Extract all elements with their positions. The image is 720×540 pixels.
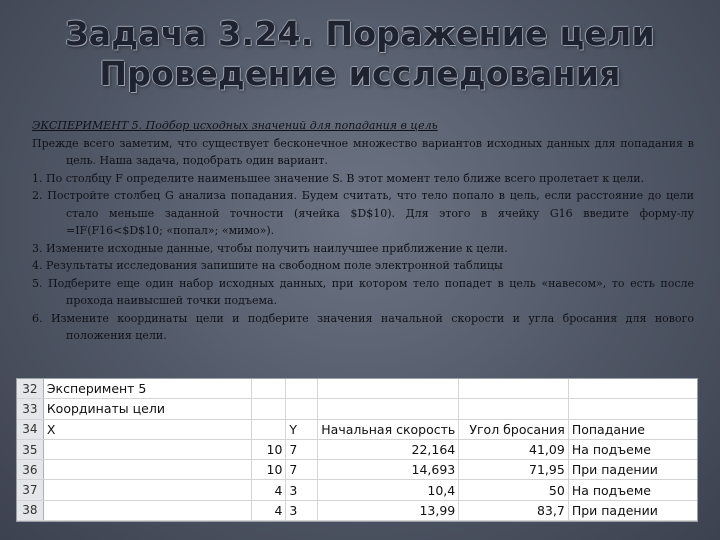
cell[interactable]: Координаты цели (43, 399, 251, 419)
slide-subtitle: Проведение исследования (99, 54, 621, 93)
cell[interactable] (286, 399, 318, 419)
table-row (17, 439, 697, 459)
cell[interactable] (43, 480, 251, 500)
table-row (17, 480, 697, 500)
cell[interactable] (459, 399, 569, 419)
table-row (17, 379, 697, 399)
row-header[interactable]: 33 (17, 399, 43, 419)
task-text (32, 117, 694, 345)
cell[interactable]: 71,95 (459, 460, 569, 480)
cell[interactable]: 3 (286, 480, 318, 500)
cell[interactable] (318, 399, 459, 419)
cell[interactable] (251, 419, 285, 439)
cell[interactable] (568, 399, 697, 419)
cell[interactable] (43, 460, 251, 480)
cell[interactable]: 7 (286, 460, 318, 480)
cell[interactable] (43, 439, 251, 459)
table-row (17, 419, 697, 439)
cell[interactable] (286, 379, 318, 399)
cell[interactable] (459, 379, 569, 399)
cell[interactable]: 41,09 (459, 439, 569, 459)
cell[interactable]: 10,4 (318, 480, 459, 500)
cell[interactable]: При падении (568, 460, 697, 480)
spreadsheet-fragment (16, 378, 698, 522)
table-row (17, 399, 697, 419)
results-table (17, 379, 697, 521)
cell[interactable]: 22,164 (318, 439, 459, 459)
cell[interactable]: При падении (568, 500, 697, 520)
table-row (17, 460, 697, 480)
row-header[interactable]: 37 (17, 480, 43, 500)
cell[interactable]: 14,693 (318, 460, 459, 480)
step-4: 4. Результаты исследования запишите на свободном поле электронной таблицы (32, 259, 503, 272)
cell[interactable]: 13,99 (318, 500, 459, 520)
cell[interactable] (568, 379, 697, 399)
cell[interactable]: 10 (251, 439, 285, 459)
cell[interactable]: 7 (286, 439, 318, 459)
cell[interactable]: 4 (251, 500, 285, 520)
step-5: 5. Подберите еще один набор исходных данных, при котором тело попадет в цель «навесом», то есть после прохода наивысшей точки подъема. (32, 276, 694, 307)
cell[interactable] (251, 399, 285, 419)
experiment-heading: ЭКСПЕРИМЕНТ 5. Подбор исходных значений для попадания в цель (32, 119, 438, 132)
cell[interactable] (251, 379, 285, 399)
intro-paragraph: Прежде всего заметим, что существует бесконечное множество вариантов исходных данных для попадания в цель. Наша задача, подобрать один вариант. (32, 136, 694, 167)
step-1: 1. По столбцу F определите наименьшее значение S. В этот момент тело ближе всего пролетает к цели. (32, 171, 645, 185)
cell[interactable]: 83,7 (459, 500, 569, 520)
row-header[interactable]: 34 (17, 419, 43, 439)
cell[interactable]: На подъеме (568, 480, 697, 500)
cell[interactable] (43, 500, 251, 520)
step-6: 6. Измените координаты цели и подберите значения начальной скорости и угла бросания для нового положения цели. (32, 311, 694, 342)
cell[interactable]: X (43, 419, 251, 439)
cell[interactable]: 3 (286, 500, 318, 520)
row-header[interactable]: 38 (17, 500, 43, 520)
row-header[interactable]: 35 (17, 439, 43, 459)
row-header[interactable]: 32 (17, 379, 43, 399)
cell[interactable]: На подъеме (568, 439, 697, 459)
cell[interactable] (318, 379, 459, 399)
step-3: 3. Измените исходные данные, чтобы получить наилучшее приближение к цели. (32, 241, 508, 255)
cell[interactable]: 4 (251, 480, 285, 500)
cell[interactable]: 50 (459, 480, 569, 500)
cell[interactable]: Попадание (568, 419, 697, 439)
slide-title: Задача 3.24. Поражение цели (65, 14, 655, 53)
cell[interactable]: 10 (251, 460, 285, 480)
cell[interactable]: Y (286, 419, 318, 439)
cell[interactable]: Начальная скорость (318, 419, 459, 439)
table-row (17, 500, 697, 520)
step-2: 2. Постройте столбец G анализа попадания. Будем считать, что тело попало в цель, если расстояние до цели стало меньше заданной точности (ячейка $D$10). Для этого в ячейку G16 введите форму-лу =IF(F16<$D$10; «попал»; «мимо»). (32, 189, 694, 237)
cell[interactable]: Угол бросания (459, 419, 569, 439)
row-header[interactable]: 36 (17, 460, 43, 480)
cell[interactable]: Эксперимент 5 (43, 379, 251, 399)
